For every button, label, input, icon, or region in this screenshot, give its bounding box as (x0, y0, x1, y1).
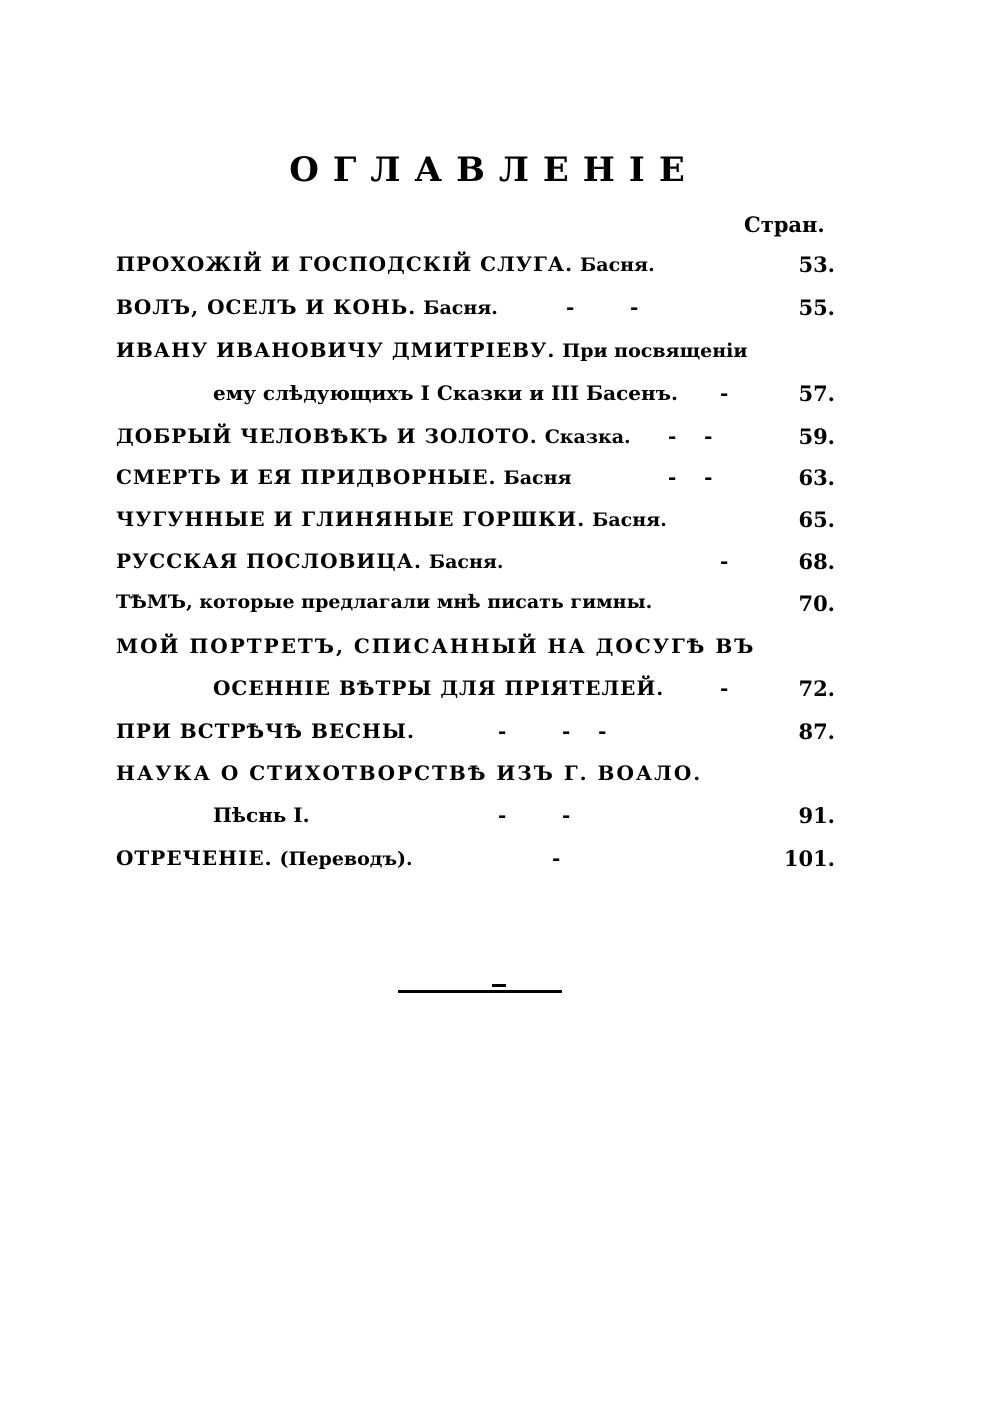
toc-entry-page: 70. (798, 591, 835, 616)
toc-entry-leader: - (720, 549, 729, 573)
toc-entry (0, 846, 1000, 880)
toc-entry-page: 57. (798, 381, 835, 406)
toc-entry-continuation (0, 676, 1000, 710)
toc-entry-genre: Басня. (423, 297, 498, 319)
toc-entry (0, 761, 1000, 795)
toc-entry-genre: (Переводъ). (279, 848, 413, 870)
toc-entry-heading: ОТРЕЧЕНІЕ. (Переводъ). (116, 846, 413, 870)
toc-entry-genre: Сказка. (544, 426, 631, 448)
toc-entry-leader: - (552, 846, 561, 870)
toc-entry-leader: - - - (498, 719, 607, 743)
toc-entry-heading: НАУКА О СТИХОТВОРСТВѢ ИЗЪ Г. ВОАЛО. (116, 761, 703, 785)
toc-entry-heading: ВОЛЪ, ОСЕЛЪ И КОНЬ. Басня. (116, 295, 498, 319)
toc-entry (0, 634, 1000, 668)
toc-entry-heading: ОСЕННІЕ ВѢТРЫ ДЛЯ ПРІЯТЕЛЕЙ. (213, 676, 665, 700)
toc-entry-page: 72. (798, 676, 835, 701)
toc-entry-page: 91. (798, 803, 835, 828)
toc-entry-page: 65. (798, 507, 835, 532)
toc-entry (0, 465, 1000, 499)
toc-entry-heading: РУССКАЯ ПОСЛОВИЦА. Басня. (116, 549, 504, 573)
toc-entry-genre: Басня. (592, 509, 667, 531)
toc-entry-page: 87. (798, 719, 835, 744)
toc-entry-heading: ПРОХОЖІЙ И ГОСПОДСКІЙ СЛУГА. Басня. (116, 252, 655, 276)
toc-entry (0, 719, 1000, 753)
toc-entry-heading: Пѣснь I. (213, 803, 310, 827)
toc-entry (0, 591, 1000, 625)
toc-entry-genre: Басня. (580, 254, 655, 276)
toc-entry-leader: - (720, 676, 729, 700)
toc-entry (0, 252, 1000, 286)
toc-entry-continuation (0, 803, 1000, 837)
toc-entry-page: 101. (783, 846, 835, 871)
toc-entry-page: 59. (798, 424, 835, 449)
toc-entry (0, 507, 1000, 541)
toc-entry-genre: При посвященіи (562, 340, 748, 362)
toc-entry-heading: МОЙ ПОРТРЕТЪ, СПИСАННЫЙ НА ДОСУГѢ ВЪ (116, 634, 756, 658)
toc-entry-genre: Басня (503, 467, 572, 489)
toc-entry (0, 338, 1000, 372)
toc-entry-leader: - - (566, 295, 639, 319)
toc-entry (0, 549, 1000, 583)
toc-entry-page: 63. (798, 465, 835, 490)
toc-entry-leader: - (720, 381, 729, 405)
toc-entry-heading: ему слѣдующихъ I Сказки и III Басенъ. (213, 381, 678, 405)
toc-entry-page: 55. (798, 295, 835, 320)
toc-entry-heading: ТѢМЪ, которые предлагали мнѣ писать гимны. (116, 591, 653, 613)
toc-entry-heading: ДОБРЫЙ ЧЕЛОВѢКЪ И ЗОЛОТО. Сказка. (116, 424, 631, 448)
toc-entry-leader: - - (668, 424, 713, 448)
toc-entry-page: 68. (798, 549, 835, 574)
toc-entry (0, 295, 1000, 329)
page-title: ОГЛАВЛЕНІЕ (289, 150, 699, 190)
toc-entry-heading: ПРИ ВСТРѢЧѢ ВЕСНЫ. (116, 719, 415, 743)
toc-entry-heading: ЧУГУННЫЕ И ГЛИНЯНЫЕ ГОРШКИ. Басня. (116, 507, 667, 531)
toc-entry-heading: СМЕРТЬ И ЕЯ ПРИДВОРНЫЕ. Басня (116, 465, 572, 489)
page-column-header: Стран. (744, 212, 825, 237)
toc-entry-continuation (0, 381, 1000, 415)
toc-entry-genre: Басня. (428, 551, 504, 573)
toc-entry-leader: - - (668, 465, 713, 489)
toc-entry-page: 53. (798, 252, 835, 277)
end-rule-ornament (492, 984, 506, 987)
toc-entry-heading: ИВАНУ ИВАНОВИЧУ ДМИТРІЕВУ. При посвященіи (116, 338, 748, 362)
toc-entry (0, 424, 1000, 458)
end-rule (398, 990, 562, 993)
toc-entry-leader: - - (498, 803, 571, 827)
